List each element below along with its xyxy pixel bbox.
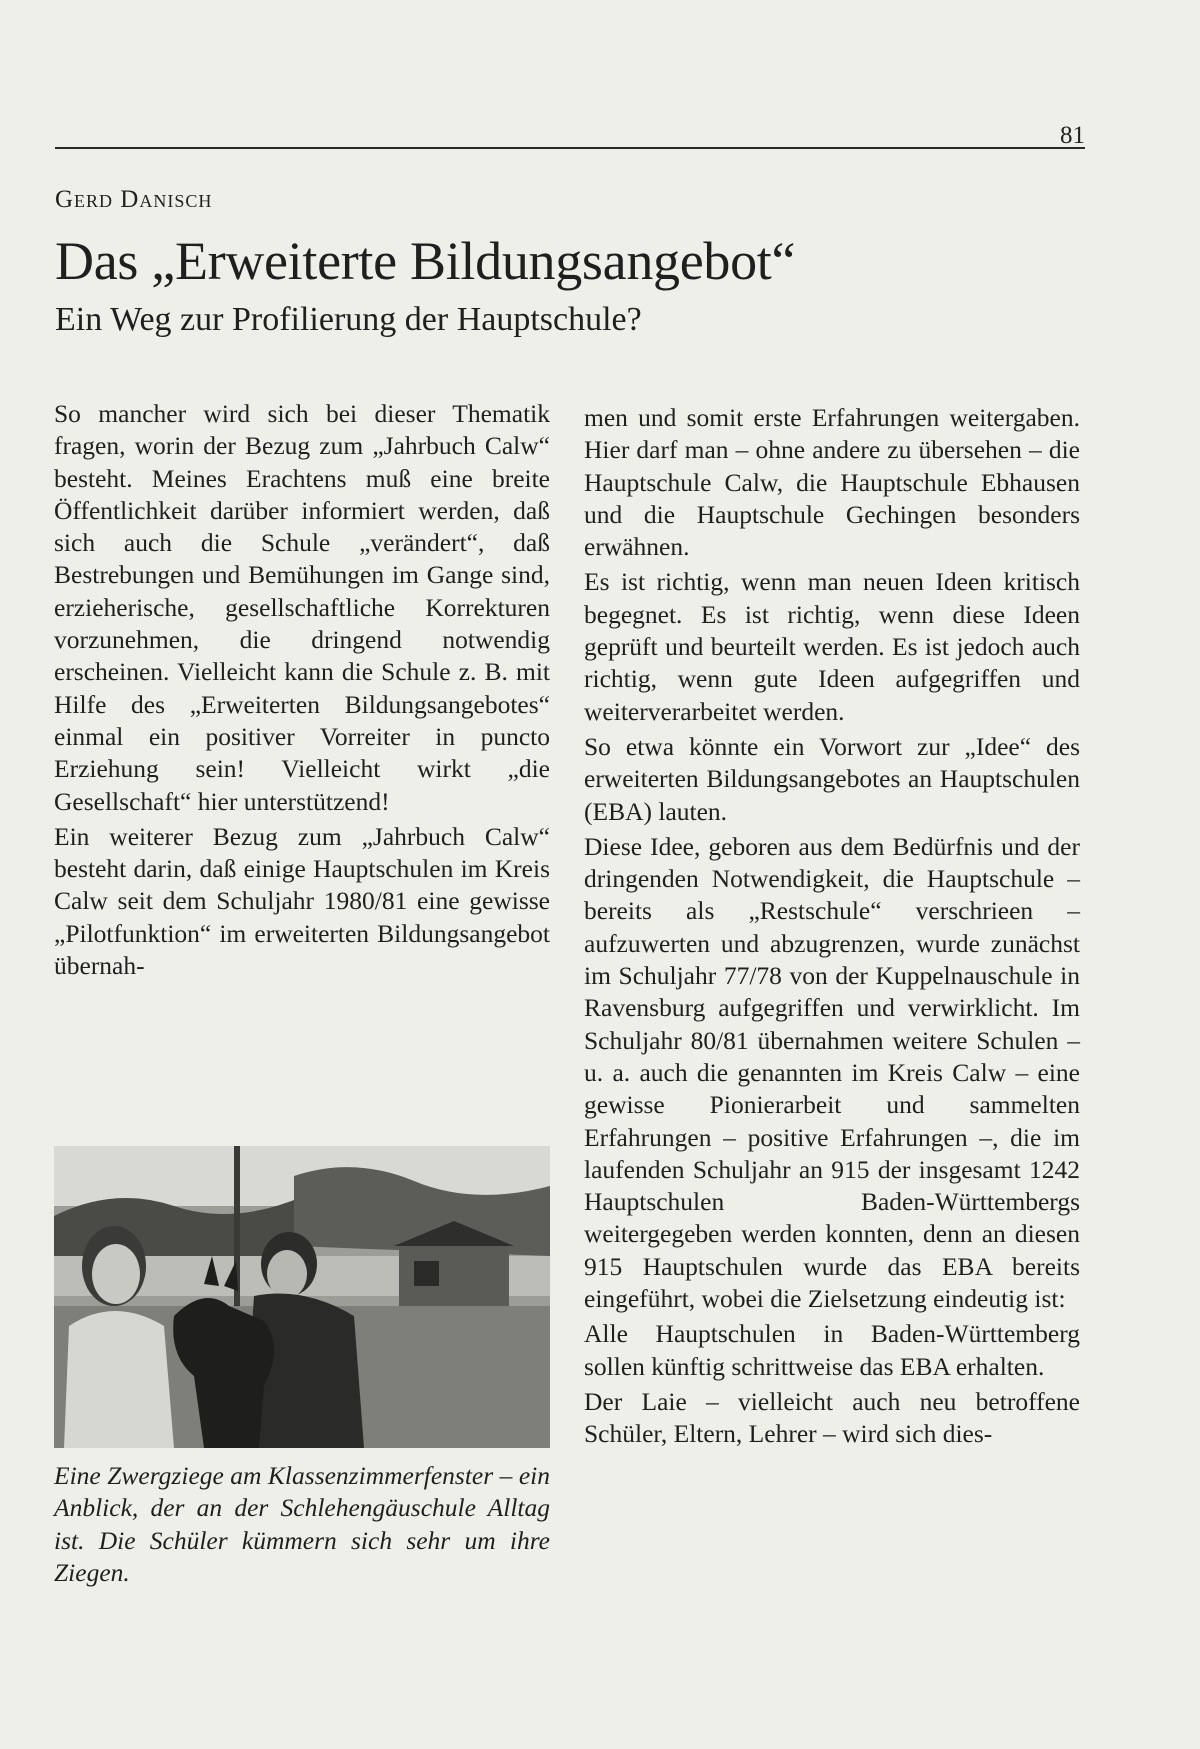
- article-title: Das „Erweiterte Bildungsangebot“: [55, 231, 796, 291]
- paragraph: Der Laie – vielleicht auch neu betroffene Schüler, Eltern, Lehrer – wird sich dies-: [584, 1386, 1080, 1449]
- paragraph: men und somit erste Erfahrungen weitergaben. Hier darf man – ohne andere zu übersehen – die Hauptschule Calw, die Hauptschule Ebhausen und die Hauptschule Gechingen besonders erwähnen.: [584, 403, 1080, 562]
- paragraph: Ein weiterer Bezug zum „Jahrbuch Calw“ besteht darin, daß einige Hauptschulen im Kreis Calw seit dem Schuljahr 1980/81 eine gewisse „Pilotfunktion“ im erweiterten Bildungsangebot übernah-: [54, 821, 550, 981]
- paragraph: Alle Hauptschulen in Baden-Württemberg sollen künftig schrittweise das EBA erhalten.: [584, 1319, 1080, 1381]
- right-column: [584, 402, 1080, 1454]
- header-rule: [55, 147, 1085, 149]
- paragraph: So mancher wird sich bei dieser Thematik fragen, worin der Bezug zum „Jahrbuch Calw“ besteht. Meines Erachtens muß eine breite Öffentlichkeit darüber informiert werden, daß sich auch die Schule „verändert“, daß Bestrebungen und Bemühungen im Gange sind, erzieherische, gesellschaftliche Korrekturen vorzunehmen, die dringend notwendig erscheinen. Vielleicht kann die Schule z. B. mit Hilfe des „Erweiterten Bildungsangebotes“ einmal ein positiver Vorreiter in puncto Erziehung sein! Vielleicht wirkt „die Gesellschaft“ hier unterstützend!: [54, 399, 550, 816]
- author-name: Gerd Danisch: [55, 186, 213, 213]
- photo-illustration: [54, 1146, 550, 1448]
- paragraph: So etwa könnte ein Vorwort zur „Idee“ des erweiterten Bildungsangebotes an Hauptschulen (EBA) lauten.: [584, 731, 1080, 826]
- paragraph: Diese Idee, geboren aus dem Bedürfnis und der dringenden Notwendigkeit, die Hauptschule – bereits als „Restschule“ verschrieen – aufzuwerten und abzugrenzen, wurde zunächst im Schuljahr 77/78 von der Kuppelnauschule in Ravensburg aufgegriffen und verwirklicht. Im Schuljahr 80/81 übernahmen weitere Schulen – u. a. auch die genannten im Kreis Calw – eine gewisse Pionierarbeit und sammelten Erfahrungen – positive Erfahrungen –, die im laufenden Schuljahr an 915 der insgesamt 1242 Hauptschulen Baden-Württembergs weitergegeben werden konnten, denn an diesen 915 Hauptschulen wurde das EBA bereits eingeführt, wobei die Zielsetzung eindeutig ist:: [584, 831, 1080, 1314]
- paragraph: Es ist richtig, wenn man neuen Ideen kritisch begegnet. Es ist richtig, wenn diese Ideen geprüft und beurteilt werden. Es ist jedoch auch richtig, wenn gute Ideen aufgegriffen und weiterverarbeitet werden.: [584, 567, 1080, 726]
- left-column: [54, 398, 550, 985]
- article-subtitle: Ein Weg zur Profilierung der Hauptschule?: [55, 301, 642, 338]
- page-number: 81: [1060, 122, 1085, 149]
- photo-caption: Eine Zwergziege am Klassenzimmerfenster – ein Anblick, der an der Schlehengäuschule Alltag ist. Die Schüler kümmern sich sehr um ihre Ziegen.: [54, 1461, 550, 1587]
- goat-photo: [54, 1146, 550, 1448]
